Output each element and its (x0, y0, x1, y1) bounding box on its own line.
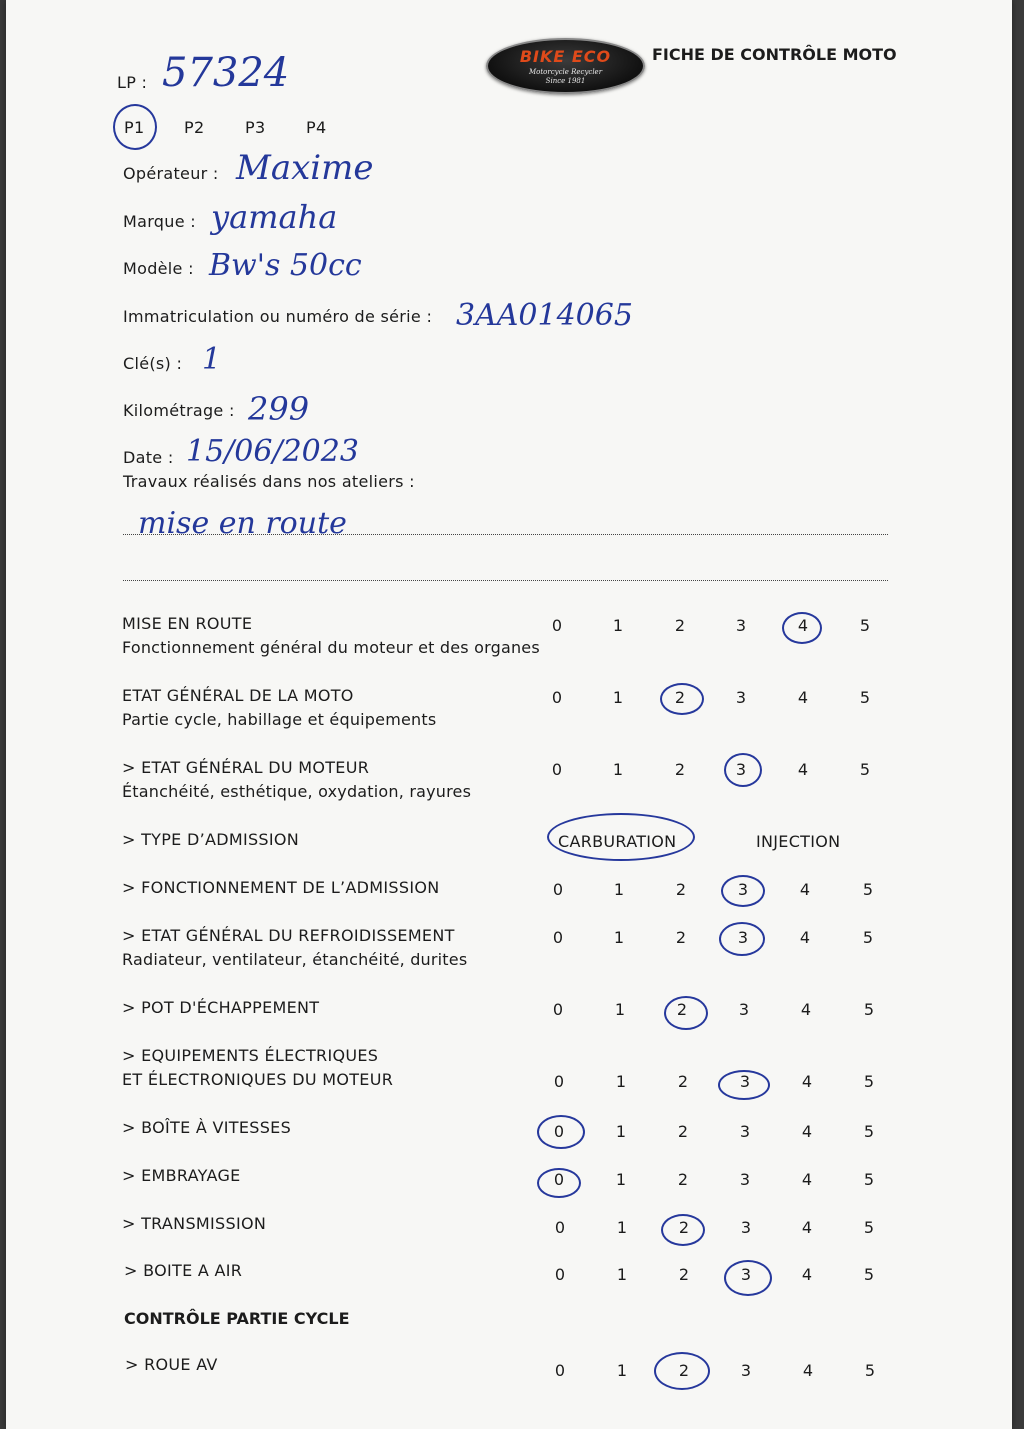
item-title-pot-echappement: > POT D'ÉCHAPPEMENT (122, 998, 320, 1017)
score-4[interactable]: 4 (797, 688, 809, 707)
score-3[interactable]: 3 (737, 928, 749, 947)
score-0[interactable]: 0 (553, 1170, 565, 1189)
score-5[interactable]: 5 (863, 1122, 875, 1141)
work-label: Travaux réalisés dans nos ateliers : (123, 472, 415, 491)
score-2[interactable]: 2 (678, 1361, 690, 1380)
score-4[interactable]: 4 (800, 1000, 812, 1019)
score-1[interactable]: 1 (613, 880, 625, 899)
score-0[interactable]: 0 (552, 880, 564, 899)
score-2[interactable]: 2 (676, 1000, 688, 1019)
score-4[interactable]: 4 (797, 616, 809, 635)
selected-score-circle (718, 1070, 770, 1100)
score-3[interactable]: 3 (739, 1122, 751, 1141)
selected-score-circle (664, 996, 708, 1030)
score-5[interactable]: 5 (863, 1265, 875, 1284)
score-3[interactable]: 3 (739, 1170, 751, 1189)
score-0[interactable]: 0 (551, 616, 563, 635)
score-5[interactable]: 5 (862, 928, 874, 947)
section-title-partie-cycle: CONTRÔLE PARTIE CYCLE (124, 1309, 350, 1328)
score-5[interactable]: 5 (862, 880, 874, 899)
score-4[interactable]: 4 (797, 760, 809, 779)
score-5[interactable]: 5 (864, 1361, 876, 1380)
score-5[interactable]: 5 (863, 1000, 875, 1019)
item-title-fonct-admission: > FONCTIONNEMENT DE L’ADMISSION (122, 878, 440, 897)
score-2[interactable]: 2 (677, 1122, 689, 1141)
logo-brand-text: BIKE ECO (519, 47, 612, 66)
score-5[interactable]: 5 (859, 688, 871, 707)
score-1[interactable]: 1 (612, 616, 624, 635)
item-subtitle-refroidissement: Radiateur, ventilateur, étanchéité, durites (122, 950, 468, 969)
item-title-embrayage: > EMBRAYAGE (122, 1166, 241, 1185)
date-value[interactable]: 15/06/2023 (186, 434, 359, 469)
score-2[interactable]: 2 (678, 1218, 690, 1237)
score-1[interactable]: 1 (616, 1218, 628, 1237)
score-4[interactable]: 4 (801, 1072, 813, 1091)
score-0[interactable]: 0 (551, 688, 563, 707)
serial-label: Immatriculation ou numéro de série : (123, 307, 433, 326)
score-2[interactable]: 2 (674, 688, 686, 707)
keys-label: Clé(s) : (123, 354, 183, 373)
form-title: FICHE DE CONTRÔLE MOTO (652, 45, 897, 64)
selected-score-circle (537, 1168, 581, 1198)
mileage-value[interactable]: 299 (248, 390, 310, 428)
brand-label: Marque : (123, 212, 196, 231)
score-5[interactable]: 5 (863, 1170, 875, 1189)
model-value[interactable]: Bw's 50cc (209, 248, 362, 283)
brand-value[interactable]: yamaha (211, 198, 338, 236)
logo-tagline: Motorcycle Recycler (528, 68, 603, 76)
score-3[interactable]: 3 (735, 760, 747, 779)
score-1[interactable]: 1 (615, 1170, 627, 1189)
score-0[interactable]: 0 (554, 1361, 566, 1380)
date-label: Date : (123, 448, 174, 467)
score-3[interactable]: 3 (735, 688, 747, 707)
selected-score-circle (721, 875, 765, 907)
work-line-2 (123, 580, 888, 581)
selected-score-circle (724, 1260, 772, 1296)
p1-circle-mark (113, 104, 157, 150)
score-1[interactable]: 1 (615, 1072, 627, 1091)
item-subtitle-mise-en-route: Fonctionnement général du moteur et des organes (122, 638, 540, 657)
item-title-mise-en-route: MISE EN ROUTE (122, 614, 253, 633)
score-0[interactable]: 0 (554, 1265, 566, 1284)
score-3[interactable]: 3 (735, 616, 747, 635)
selected-score-circle (661, 1214, 705, 1246)
position-p2[interactable]: P2 (184, 118, 205, 137)
score-2[interactable]: 2 (677, 1170, 689, 1189)
bike-eco-logo (486, 38, 645, 94)
operator-label: Opérateur : (123, 164, 219, 183)
score-3[interactable]: 3 (739, 1072, 751, 1091)
item-title-etat-moteur: > ETAT GÉNÉRAL DU MOTEUR (122, 758, 370, 777)
score-0[interactable]: 0 (551, 760, 563, 779)
item-title-etat-moto: ETAT GÉNÉRAL DE LA MOTO (122, 686, 354, 705)
score-2[interactable]: 2 (678, 1265, 690, 1284)
lp-label: LP : (117, 73, 148, 92)
score-0[interactable]: 0 (553, 1072, 565, 1091)
score-0[interactable]: 0 (552, 1000, 564, 1019)
score-1[interactable]: 1 (613, 928, 625, 947)
score-4[interactable]: 4 (801, 1122, 813, 1141)
score-3[interactable]: 3 (740, 1361, 752, 1380)
item-subtitle-equipements-electriques: ET ÉLECTRONIQUES DU MOTEUR (122, 1070, 394, 1089)
score-1[interactable]: 1 (615, 1122, 627, 1141)
control-sheet (6, 0, 1012, 1429)
item-subtitle-etat-moteur: Étanchéité, esthétique, oxydation, rayures (122, 782, 472, 801)
score-1[interactable]: 1 (616, 1361, 628, 1380)
serial-value[interactable]: 3AA014065 (456, 298, 633, 333)
item-title-transmission: > TRANSMISSION (122, 1214, 267, 1233)
score-2[interactable]: 2 (677, 1072, 689, 1091)
logo-since: Since 1981 (545, 77, 586, 85)
item-title-boite-air: > BOITE A AIR (124, 1261, 243, 1280)
score-1[interactable]: 1 (612, 760, 624, 779)
item-title-refroidissement: > ETAT GÉNÉRAL DU REFROIDISSEMENT (122, 926, 455, 945)
score-5[interactable]: 5 (859, 616, 871, 635)
option-carburation[interactable]: CARBURATION (558, 832, 677, 851)
score-0[interactable]: 0 (554, 1218, 566, 1237)
option-injection[interactable]: INJECTION (756, 832, 841, 851)
item-subtitle-etat-moto: Partie cycle, habillage et équipements (122, 710, 437, 729)
score-3[interactable]: 3 (737, 880, 749, 899)
score-4[interactable]: 4 (802, 1361, 814, 1380)
selected-score-circle (654, 1352, 710, 1390)
score-3[interactable]: 3 (738, 1000, 750, 1019)
position-p1[interactable]: P1 (124, 118, 145, 137)
score-5[interactable]: 5 (859, 760, 871, 779)
selected-score-circle (537, 1115, 585, 1149)
position-p4[interactable]: P4 (306, 118, 327, 137)
selected-score-circle (719, 922, 765, 956)
mileage-label: Kilométrage : (123, 401, 235, 420)
score-5[interactable]: 5 (863, 1072, 875, 1091)
item-title-roue-av: > ROUE AV (125, 1355, 218, 1374)
score-0[interactable]: 0 (552, 928, 564, 947)
score-1[interactable]: 1 (614, 1000, 626, 1019)
score-4[interactable]: 4 (801, 1170, 813, 1189)
score-3[interactable]: 3 (740, 1218, 752, 1237)
score-4[interactable]: 4 (801, 1218, 813, 1237)
position-p3[interactable]: P3 (245, 118, 266, 137)
item-title-boite-vitesses: > BOÎTE À VITESSES (122, 1118, 292, 1137)
score-2[interactable]: 2 (675, 880, 687, 899)
score-3[interactable]: 3 (740, 1265, 752, 1284)
operator-value[interactable]: Maxime (236, 148, 374, 188)
score-1[interactable]: 1 (616, 1265, 628, 1284)
item-title-type-admission: > TYPE D’ADMISSION (122, 830, 300, 849)
item-title-equipements-electriques: > EQUIPEMENTS ÉLECTRIQUES (122, 1046, 379, 1065)
selected-score-circle (782, 612, 822, 644)
work-value[interactable]: mise en route (138, 506, 347, 541)
score-1[interactable]: 1 (612, 688, 624, 707)
score-4[interactable]: 4 (799, 928, 811, 947)
keys-value[interactable]: 1 (202, 342, 222, 377)
lp-value[interactable]: 57324 (162, 50, 290, 96)
selected-score-circle (660, 683, 704, 715)
score-2[interactable]: 2 (674, 760, 686, 779)
score-2[interactable]: 2 (674, 616, 686, 635)
score-4[interactable]: 4 (801, 1265, 813, 1284)
score-4[interactable]: 4 (799, 880, 811, 899)
score-0[interactable]: 0 (553, 1122, 565, 1141)
score-5[interactable]: 5 (863, 1218, 875, 1237)
carburation-circle-mark (547, 813, 695, 861)
selected-score-circle (724, 753, 762, 787)
model-label: Modèle : (123, 259, 194, 278)
score-2[interactable]: 2 (675, 928, 687, 947)
